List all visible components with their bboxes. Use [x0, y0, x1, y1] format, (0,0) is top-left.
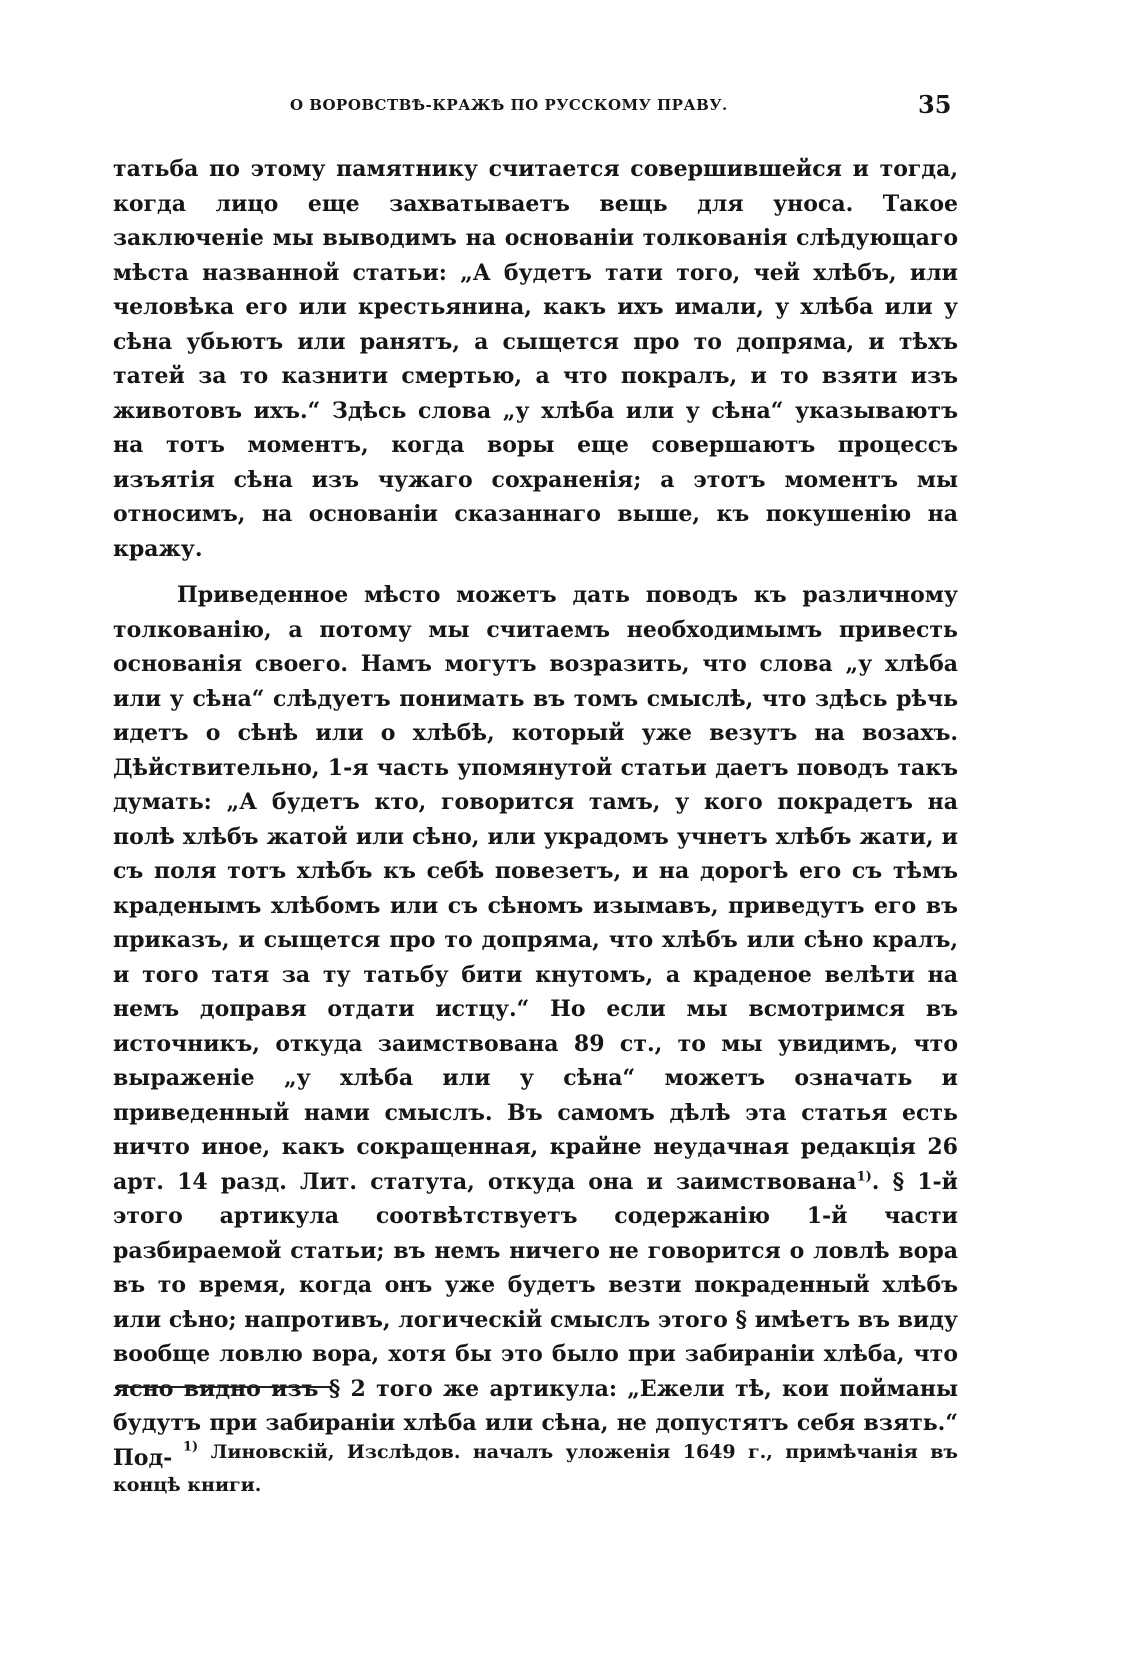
footnote-divider [118, 1386, 332, 1388]
paragraph-2-continuation: . § 1-й этого артикула соотвѣтствуетъ содержанію 1-й части разбираемой статьи; въ немъ ничего не говорится о ловлѣ вора въ то время, когда онъ уже будетъ везти покраденный хлѣбъ или сѣно; напротивъ, логическій смыслъ этого § имѣетъ въ виду вообще ловлю вора, хотя бы это было при забираніи хлѣба, что ясно видно изъ § 2 того же артикула: „Ежели тѣ, кои пойманы будутъ при забираніи хлѣба или сѣна, не допустятъ себя взять.“ Под- [113, 1168, 958, 1471]
page-number: 35 [918, 90, 952, 119]
footnote [113, 1436, 958, 1502]
footnote-reference: 1) [856, 1169, 872, 1185]
paragraph-2-text: Приведенное мѣсто можетъ дать поводъ къ различному толкованію, а потому мы считаемъ необходимымъ привесть основанія своего. Намъ могутъ возразить, что слова „у хлѣба или у сѣна“ слѣдуетъ понимать въ томъ смыслѣ, что здѣсь рѣчь идетъ о сѣнѣ или о хлѣбѣ, который уже везутъ на возахъ. Дѣйствительно, 1-я часть упомянутой статьи даетъ поводъ такъ думать: „А будетъ кто, говорится тамъ, у кого покрадетъ на полѣ хлѣбъ жатой или сѣно, или украдомъ учнетъ хлѣбъ жати, и съ поля тотъ хлѣбъ къ себѣ повезетъ, и на дорогѣ его съ тѣмъ краденымъ хлѣбомъ или съ сѣномъ изымавъ, приведутъ его въ приказъ, и сыщется про то допряма, что хлѣбъ или сѣно кралъ, и того татя за ту татьбу бити кнутомъ, а краденое велѣти на немъ доправя отдати истцу.“ Но если мы всмотримся въ источникъ, откуда заимствована 89 ст., то мы увидимъ, что выраженіе „у хлѣба или у сѣна“ можетъ означать и приведенный нами смыслъ. Въ самомъ дѣлѣ эта статья есть ничто иное, какъ сокращенная, крайне неудачная редакція 26 арт. 14 разд. Лит. статута, откуда она и заимствована [113, 582, 958, 1195]
footnote-marker: 1) [183, 1439, 199, 1455]
paragraph-1: татьба по этому памятнику считается совершившейся и тогда, когда лицо еще захватываетъ вещь для уноса. Такое заключеніе мы выводимъ на основаніи толкованія слѣдующаго мѣста названной статьи: „А будетъ тати того, чей хлѣбъ, или человѣка его или крестьянина, какъ ихъ имали, у хлѣба или у сѣна убьютъ или ранятъ, а сыщется про то допряма, и тѣхъ татей за то казнити смертью, а что покралъ, и то взяти изъ животовъ ихъ.“ Здѣсь слова „у хлѣба или у сѣна“ указываютъ на тотъ моментъ, когда воры еще совершаютъ процессъ изъятія сѣна изъ чужаго сохраненія; а этотъ моментъ мы относимъ, на основаніи сказаннаго выше, къ покушенію на кражу. [113, 156, 958, 562]
footnote-text: Линовскій, Изслѣдов. началъ уложенія 1649 г., примѣчанія въ концѣ книги. [113, 1441, 958, 1496]
paragraph-2 [113, 578, 958, 1475]
running-title: О ВОРОВСТВѢ-КРАЖѢ ПО РУССКОМУ ПРАВУ. [290, 96, 728, 114]
main-text [113, 152, 958, 1475]
